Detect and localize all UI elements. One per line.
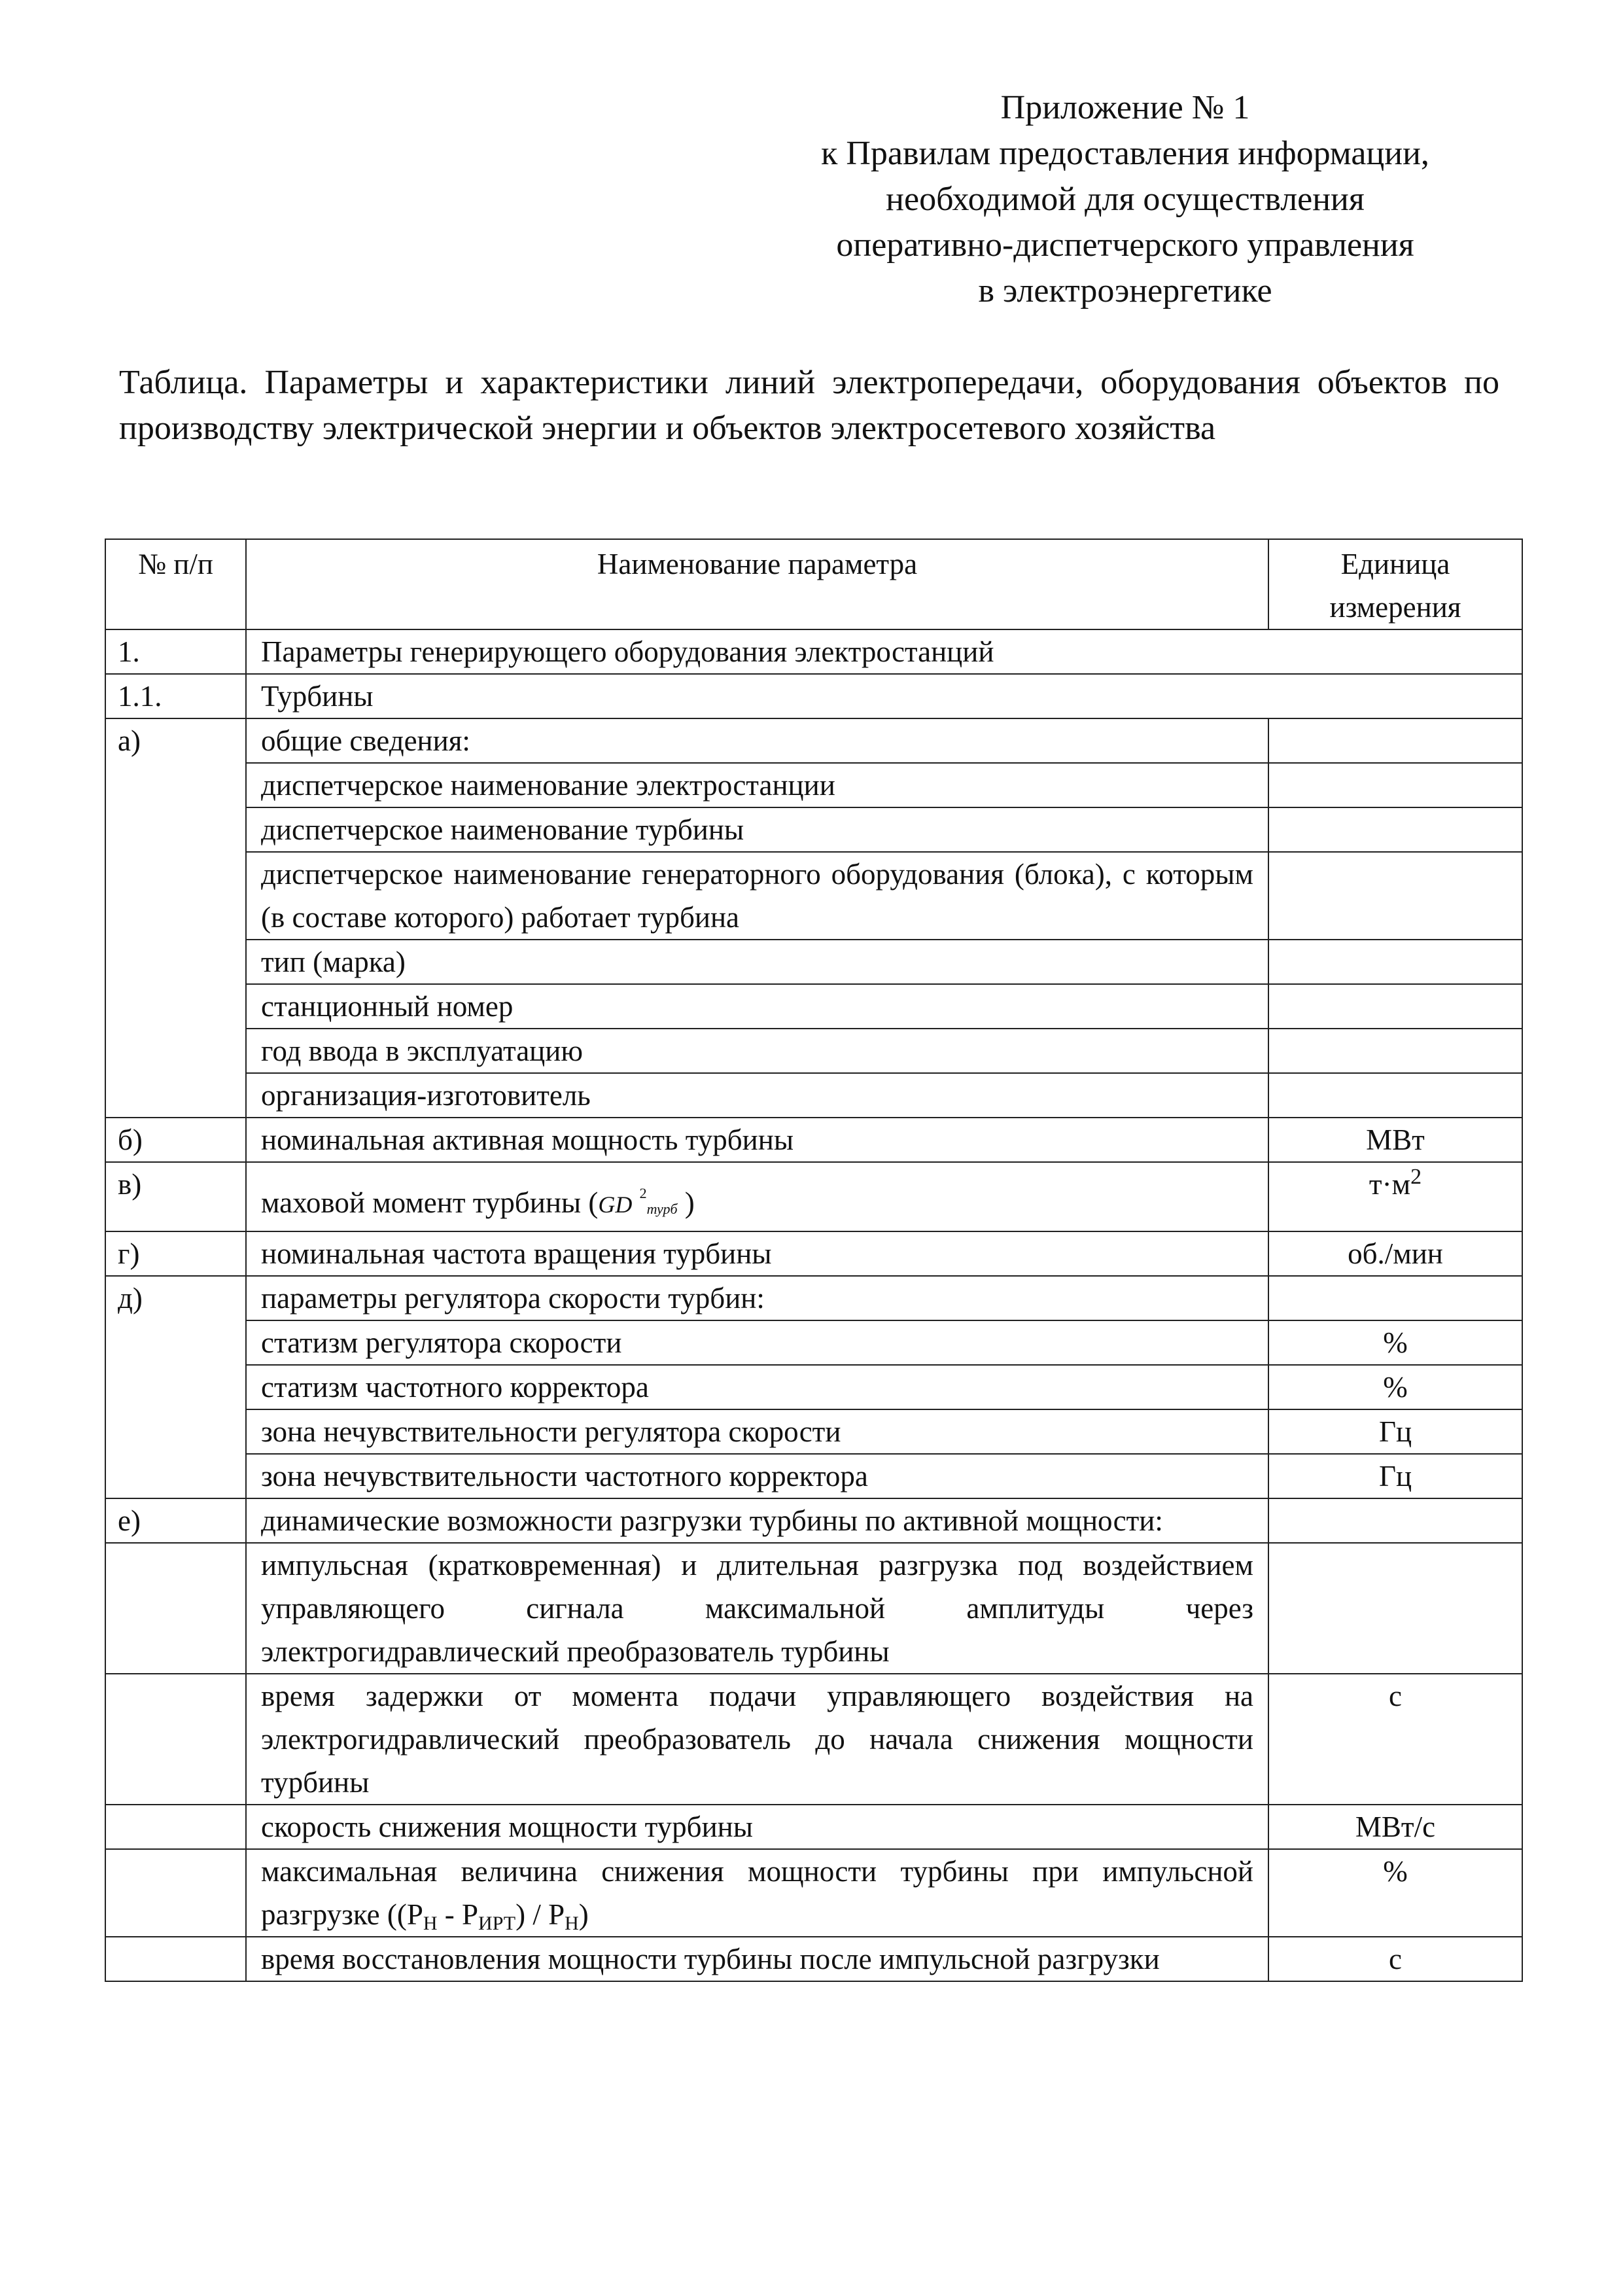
table-caption: Таблица. Параметры и характеристики линий электропередачи, оборудования объектов по производству электрической энергии и объектов электросетевого хозяйства <box>119 364 1499 447</box>
parameter-unit <box>1268 718 1522 763</box>
table-row <box>105 1498 1522 1543</box>
formula-gd-subscript: турб <box>646 1201 678 1217</box>
parameter-name-prefix: маховой момент турбины ( <box>261 1186 599 1219</box>
row-number-e: е) <box>105 1498 246 1543</box>
parameter-name: динамические возможности разгрузки турбины по активной мощности: <box>246 1498 1268 1543</box>
parameter-name: время задержки от момента подачи управляющего воздействия на электрогидравлический преобразователь до начала снижения мощности турбины <box>246 1674 1268 1805</box>
table-row <box>105 1320 1522 1365</box>
formula-gd: GD <box>598 1192 633 1218</box>
parameter-unit <box>1268 940 1522 984</box>
appendix-line-4: оперативно-диспетчерского управления <box>836 226 1414 264</box>
parameter-name: тип (марка) <box>246 940 1268 984</box>
row-number-empty <box>105 1849 246 1937</box>
table-row <box>105 1409 1522 1454</box>
row-number-empty <box>105 1674 246 1805</box>
parameter-unit <box>1268 984 1522 1029</box>
table-row <box>105 1674 1522 1805</box>
parameter-unit: с <box>1268 1937 1522 1981</box>
row-number-b: б) <box>105 1118 246 1162</box>
parameter-name: статизм регулятора скорости <box>246 1320 1268 1365</box>
parameter-unit: % <box>1268 1320 1522 1365</box>
section-title: Турбины <box>246 674 1522 718</box>
table-row <box>105 1073 1522 1118</box>
section-row-1-1 <box>105 674 1522 718</box>
parameter-name: станционный номер <box>246 984 1268 1029</box>
row-number-empty <box>105 1543 246 1674</box>
parameter-unit: % <box>1268 1365 1522 1409</box>
table-row <box>105 1231 1522 1276</box>
section-row-1 <box>105 629 1522 674</box>
parameters-table <box>105 539 1523 1982</box>
table-row <box>105 1543 1522 1674</box>
table-row <box>105 940 1522 984</box>
section-number: 1. <box>105 629 246 674</box>
section-title: Параметры генерирующего оборудования электростанций <box>246 629 1522 674</box>
row-number-v: в) <box>105 1162 246 1231</box>
parameter-name: зона нечувствительности регулятора скорости <box>246 1409 1268 1454</box>
parameter-name-suffix: ) <box>677 1186 695 1219</box>
column-header-unit: Единица измерения <box>1268 539 1522 629</box>
formula-subscript: ИРТ <box>478 1913 516 1934</box>
formula-subscript: Н <box>423 1913 438 1934</box>
formula-part: ) / P <box>515 1898 565 1931</box>
row-number-empty <box>105 1937 246 1981</box>
parameter-name: время восстановления мощности турбины после импульсной разгрузки <box>246 1937 1268 1981</box>
parameter-unit <box>1268 852 1522 940</box>
column-header-number: № п/п <box>105 539 246 629</box>
table-row <box>105 1162 1522 1231</box>
formula-part: ) <box>578 1898 589 1931</box>
table-row <box>105 1937 1522 1981</box>
row-number-a: а) <box>105 718 246 1118</box>
parameter-unit <box>1268 1162 1522 1231</box>
appendix-line-5: в электроэнергетике <box>978 272 1272 309</box>
table-row <box>105 852 1522 940</box>
row-number-d: д) <box>105 1276 246 1498</box>
parameter-name <box>246 1849 1268 1937</box>
parameter-unit: Гц <box>1268 1454 1522 1498</box>
parameter-unit <box>1268 1073 1522 1118</box>
parameter-name: номинальная частота вращения турбины <box>246 1231 1268 1276</box>
row-number-empty <box>105 1805 246 1849</box>
parameter-name: импульсная (кратковременная) и длительная разгрузка под воздействием управляющего сигнала максимальной амплитуды через электрогидравлический преобразователь турбины <box>246 1543 1268 1674</box>
table-row <box>105 1849 1522 1937</box>
table-header-row <box>105 539 1522 629</box>
unit-exponent: 2 <box>1410 1165 1422 1189</box>
appendix-line-2: к Правилам предоставления информации, <box>821 135 1429 172</box>
table-row <box>105 718 1522 763</box>
parameter-unit: с <box>1268 1674 1522 1805</box>
parameter-unit: Гц <box>1268 1409 1522 1454</box>
table-row <box>105 1454 1522 1498</box>
formula-part: максимальная величина снижения мощности турбины при импульсной разгрузке ((P <box>261 1855 1253 1931</box>
formula-gd-exponent: 2 <box>639 1185 647 1201</box>
parameter-name: диспетчерское наименование турбины <box>246 807 1268 852</box>
section-number: 1.1. <box>105 674 246 718</box>
parameter-unit <box>1268 1543 1522 1674</box>
parameter-unit <box>1268 1276 1522 1320</box>
parameter-unit: % <box>1268 1849 1522 1937</box>
parameter-name: скорость снижения мощности турбины <box>246 1805 1268 1849</box>
parameter-unit: об./мин <box>1268 1231 1522 1276</box>
parameter-name: зона нечувствительности частотного корректора <box>246 1454 1268 1498</box>
table-row <box>105 807 1522 852</box>
appendix-line-3: необходимой для осуществления <box>886 181 1365 218</box>
parameter-unit <box>1268 763 1522 807</box>
table-row <box>105 1276 1522 1320</box>
parameter-name: диспетчерское наименование генераторного оборудования (блока), с которым (в составе которого) работает турбина <box>246 852 1268 940</box>
parameter-unit <box>1268 1498 1522 1543</box>
parameter-unit <box>1268 807 1522 852</box>
parameter-unit: МВт/с <box>1268 1805 1522 1849</box>
formula-subscript: Н <box>565 1913 579 1934</box>
table-row <box>105 984 1522 1029</box>
parameter-name: статизм частотного корректора <box>246 1365 1268 1409</box>
parameter-name: номинальная активная мощность турбины <box>246 1118 1268 1162</box>
formula-part: - P <box>437 1898 479 1931</box>
table-row <box>105 1805 1522 1849</box>
table-row <box>105 1029 1522 1073</box>
appendix-header <box>752 85 1498 314</box>
parameter-unit <box>1268 1029 1522 1073</box>
table-row <box>105 1365 1522 1409</box>
parameter-name <box>246 1162 1268 1231</box>
parameter-unit: МВт <box>1268 1118 1522 1162</box>
table-row <box>105 1118 1522 1162</box>
column-header-name: Наименование параметра <box>246 539 1268 629</box>
parameter-name: диспетчерское наименование электростанции <box>246 763 1268 807</box>
unit-base: т·м <box>1369 1168 1411 1201</box>
table-row <box>105 763 1522 807</box>
parameter-name: параметры регулятора скорости турбин: <box>246 1276 1268 1320</box>
parameter-name: год ввода в эксплуатацию <box>246 1029 1268 1073</box>
row-number-g: г) <box>105 1231 246 1276</box>
parameter-name: общие сведения: <box>246 718 1268 763</box>
parameter-name: организация-изготовитель <box>246 1073 1268 1118</box>
appendix-title: Приложение № 1 <box>1000 89 1250 126</box>
